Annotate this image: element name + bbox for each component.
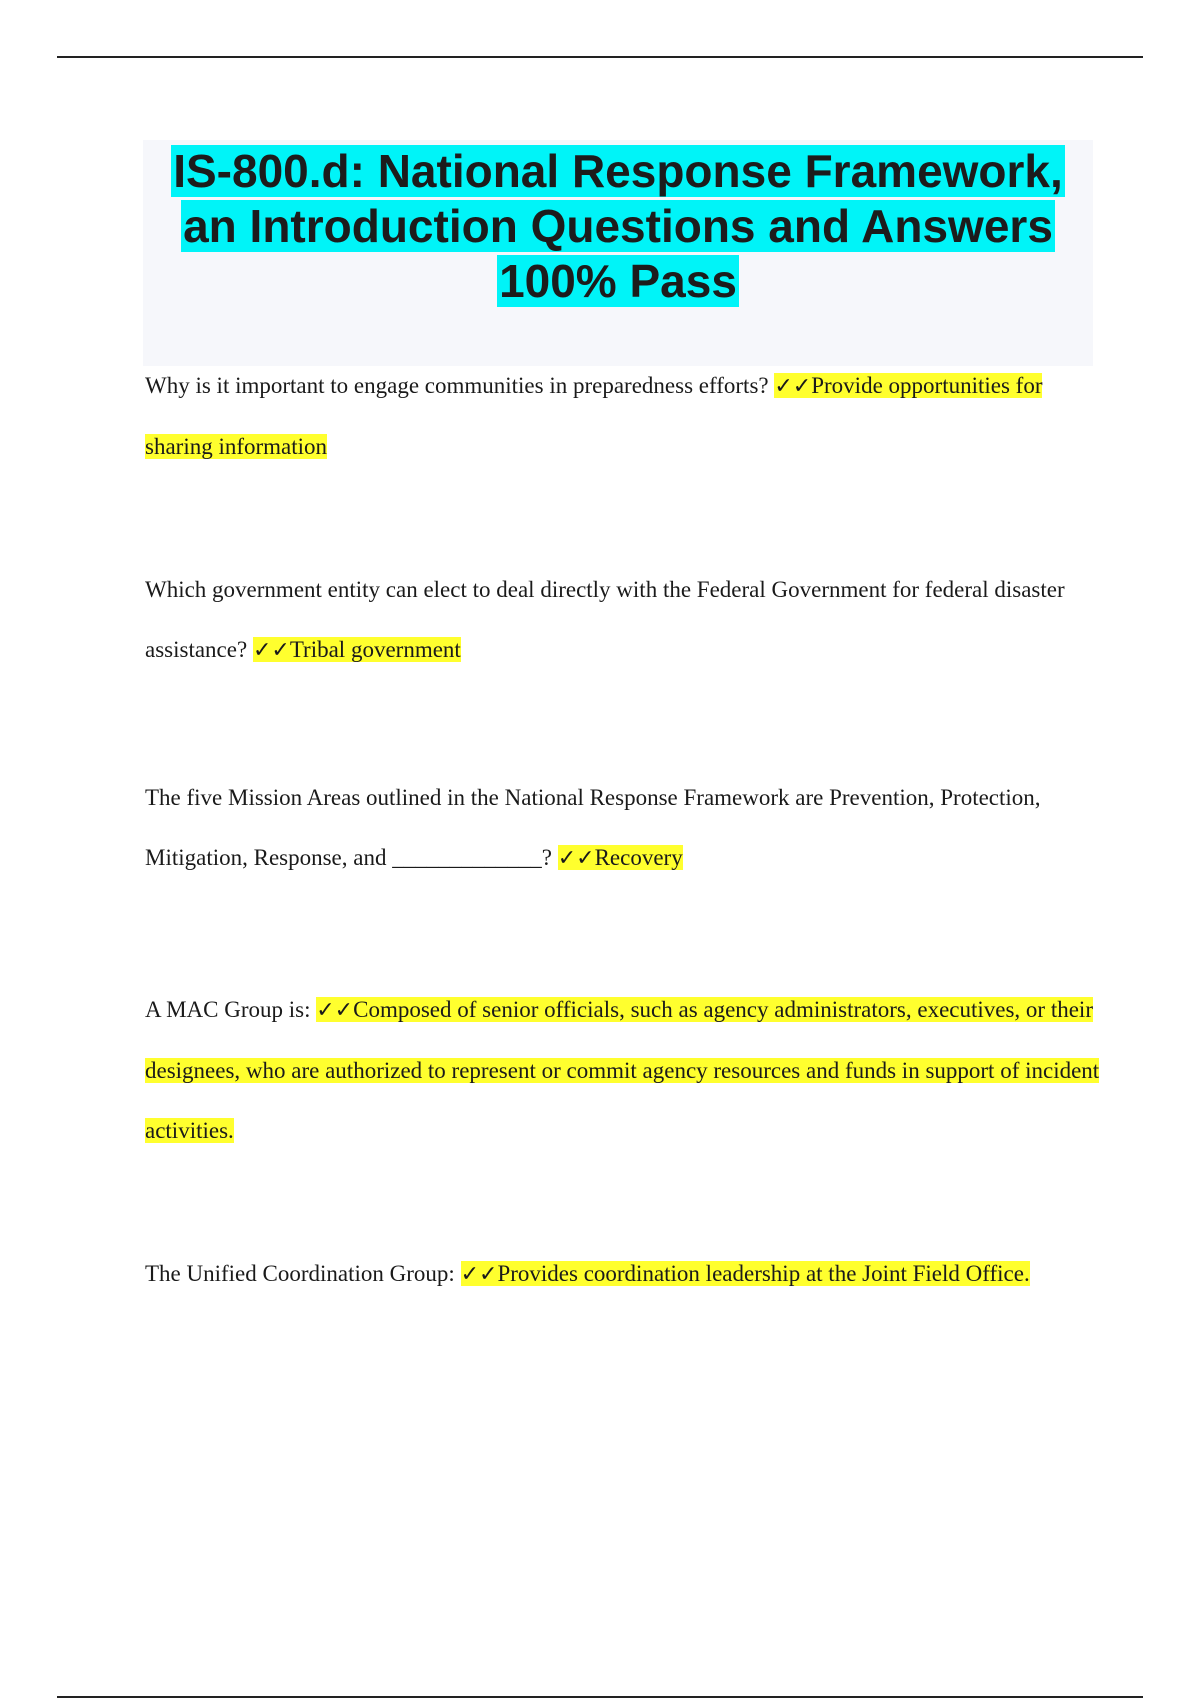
qa-item-1 — [145, 356, 1100, 477]
question-text: Why is it important to engage communities in preparedness efforts? — [145, 373, 775, 398]
double-check-icon: ✓✓ — [252, 638, 290, 663]
answer-text: Recovery — [594, 845, 683, 870]
double-check-icon: ✓✓ — [557, 846, 595, 871]
answer-highlight — [253, 637, 461, 662]
answer-text: Provide opportunities for sharing information — [145, 373, 1043, 459]
answer-text: Provides coordination leadership at the Joint Field Office. — [497, 1261, 1030, 1286]
double-check-icon: ✓✓ — [460, 1262, 498, 1287]
qa-item-4 — [145, 980, 1100, 1161]
footer-rule — [57, 1696, 1143, 1698]
question-text: The Unified Coordination Group: — [145, 1261, 461, 1286]
question-text: A MAC Group is: — [145, 997, 317, 1022]
question-text: Which government entity can elect to deal directly with the Federal Government for federal disaster assistance? — [145, 577, 1065, 662]
qa-item-5 — [145, 1244, 1100, 1305]
answer-highlight — [461, 1261, 1030, 1286]
question-text: The five Mission Areas outlined in the National Response Framework are Prevention, Protection, Mitigation, Response, and _____________? — [145, 785, 1041, 870]
page-title — [143, 144, 1093, 309]
title-highlight: IS-800.d: National Response Framework, an Introduction Questions and Answers 100% Pass — [173, 145, 1063, 307]
answer-highlight — [558, 845, 683, 870]
qa-item-2 — [145, 560, 1100, 681]
double-check-icon: ✓✓ — [774, 374, 812, 399]
header-rule — [57, 56, 1143, 58]
double-check-icon: ✓✓ — [316, 998, 354, 1023]
qa-item-3 — [145, 768, 1100, 889]
answer-text: Tribal government — [289, 637, 461, 662]
answer-text: Composed of senior officials, such as agency administrators, executives, or their designees, who are authorized to represent or commit agency resources and funds in support of incident activities. — [145, 997, 1100, 1143]
